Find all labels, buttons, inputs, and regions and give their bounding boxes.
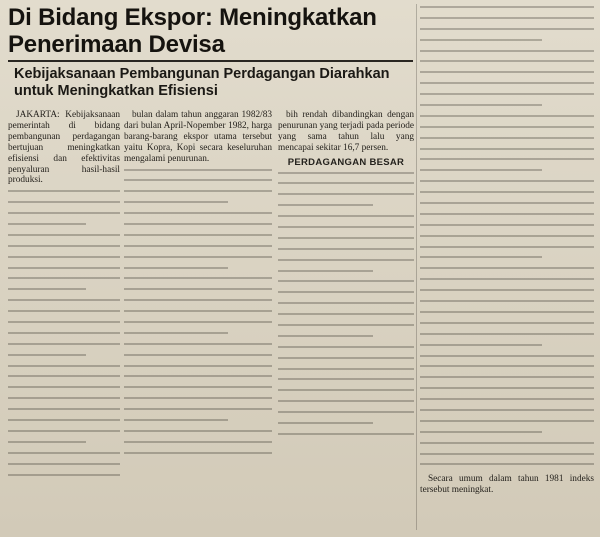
article-text: JAKARTA: Kebijaksanaan pemerintah di bidang pembangunan perdagangan bertujuan meningkatkan efisiensi dan efektivitas penyaluran hasil-hasil produksi. xyxy=(8,110,120,186)
text-placeholder xyxy=(124,169,272,454)
article-column-4 xyxy=(420,4,594,530)
article-column-2 xyxy=(124,110,272,530)
column-divider xyxy=(416,4,417,530)
article-text: Secara umum dalam tahun 1981 indeks tersebut meningkat. xyxy=(420,474,594,496)
text-placeholder xyxy=(278,172,414,435)
text-placeholder xyxy=(8,190,120,475)
article-text: bulan dalam tahun anggaran 1982/83 dari bulan April-Nopember 1982, harga barang-barang ekspor utama tersebut yaitu Kopra, Kopi secara keseluruhan mengalami penurunan. xyxy=(124,110,272,164)
article-headline: Di Bidang Ekspor: Meningkatkan Penerimaan Devisa xyxy=(8,4,377,58)
section-heading: PERDAGANGAN BESAR xyxy=(287,156,405,168)
article-column-1 xyxy=(8,110,120,530)
article-column-3 xyxy=(278,110,414,530)
text-placeholder xyxy=(420,6,594,465)
headline-rule xyxy=(8,60,413,62)
article-subheading: Kebijaksanaan Pembangunan Perdagangan Diarahkan untuk Meningkatkan Efisiensi xyxy=(14,66,390,99)
article-text: bih rendah dibandingkan dengan penurunan yang terjadi pada periode yang sama tahun lalu yang mencapai sekitar 16,7 persen. xyxy=(278,110,414,153)
